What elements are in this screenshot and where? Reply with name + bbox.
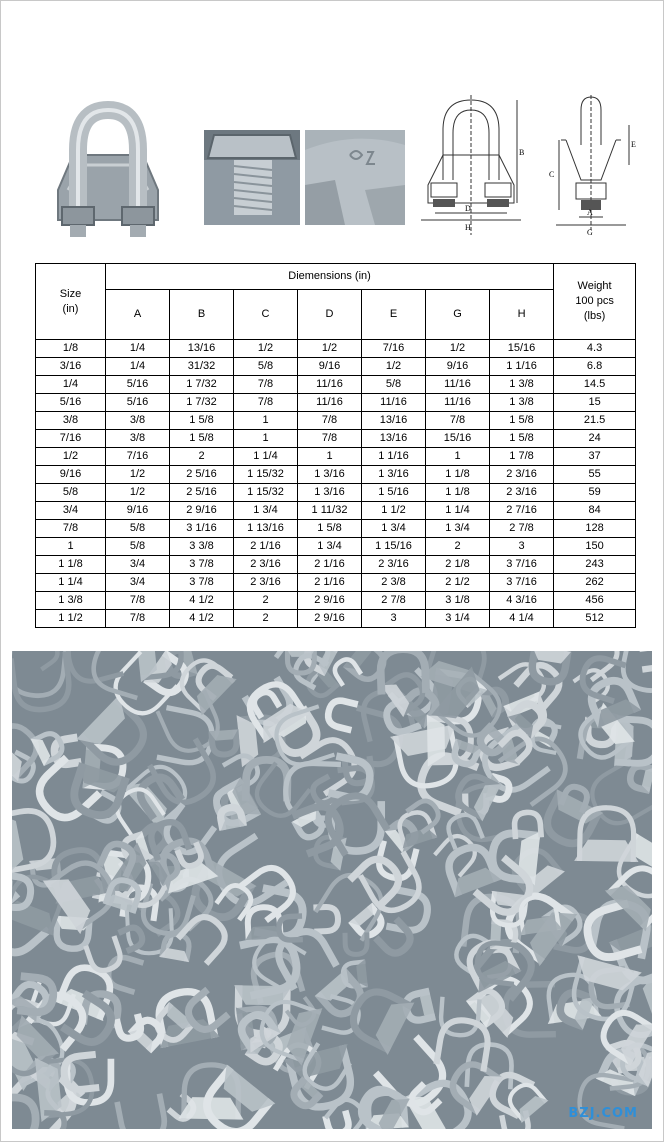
dim-label-h: H (465, 223, 471, 232)
table-cell: 3/8 (36, 412, 106, 430)
table-cell: 456 (554, 592, 636, 610)
table-row (36, 448, 636, 466)
table-cell: 3 7/8 (170, 574, 234, 592)
table-cell: 1/2 (234, 340, 298, 358)
side-view-drawing (541, 95, 641, 245)
table-cell: 262 (554, 574, 636, 592)
table-cell: 7/8 (234, 376, 298, 394)
table-cell: 13/16 (362, 412, 426, 430)
table-cell: 11/16 (362, 394, 426, 412)
table-cell: 7/16 (36, 430, 106, 448)
table-cell: 1 5/8 (170, 412, 234, 430)
table-cell: 1 3/16 (362, 466, 426, 484)
table-cell: 2 (234, 610, 298, 628)
table-cell: 1 3/4 (426, 520, 490, 538)
table-cell: 1 (36, 538, 106, 556)
table-cell: 1 (298, 448, 362, 466)
table-cell: 1 7/8 (490, 448, 554, 466)
table-cell: 7/8 (106, 610, 170, 628)
table-row (36, 484, 636, 502)
table-row (36, 430, 636, 448)
table-cell: 2 1/16 (234, 538, 298, 556)
dim-label-g: G (587, 228, 593, 237)
table-row (36, 358, 636, 376)
table-cell: 3 7/16 (490, 556, 554, 574)
nut-closeup-photo (204, 130, 300, 225)
table-row (36, 592, 636, 610)
bulk-clips-photo (12, 651, 652, 1129)
table-cell: 1 3/8 (490, 394, 554, 412)
table-cell: 1 (234, 412, 298, 430)
column-header-a: A (106, 290, 170, 340)
table-cell: 2 3/16 (234, 574, 298, 592)
table-cell: 3/8 (106, 412, 170, 430)
table-row (36, 538, 636, 556)
table-cell: 3 7/16 (490, 574, 554, 592)
table-cell: 2 (234, 592, 298, 610)
table-cell: 2 9/16 (298, 610, 362, 628)
table-cell: 3 1/16 (170, 520, 234, 538)
table-cell: 1 1/2 (36, 610, 106, 628)
table-cell: 11/16 (426, 394, 490, 412)
table-cell: 1 15/32 (234, 466, 298, 484)
table-cell: 2 5/16 (170, 484, 234, 502)
table-cell: 1 5/8 (298, 520, 362, 538)
table-cell: 1 15/16 (362, 538, 426, 556)
weight-header: Weight 100 pcs (lbs) (554, 264, 636, 340)
table-cell: 1 1/8 (36, 556, 106, 574)
table-cell: 1/2 (426, 340, 490, 358)
table-row (36, 376, 636, 394)
table-cell: 2 9/16 (298, 592, 362, 610)
column-header-b: B (170, 290, 234, 340)
column-header-g: G (426, 290, 490, 340)
table-cell: 9/16 (426, 358, 490, 376)
table-cell: 5/16 (36, 394, 106, 412)
table-cell: 37 (554, 448, 636, 466)
table-cell: 1 1/8 (426, 484, 490, 502)
table-cell: 2 3/16 (490, 466, 554, 484)
table-cell: 1/2 (106, 484, 170, 502)
table-cell: 128 (554, 520, 636, 538)
dim-label-e: E (631, 140, 636, 149)
table-cell: 1 1/16 (490, 358, 554, 376)
table-cell: 2 7/8 (490, 520, 554, 538)
table-cell: 1/2 (298, 340, 362, 358)
table-cell: 5/8 (362, 376, 426, 394)
table-cell: 7/8 (36, 520, 106, 538)
table-row (36, 394, 636, 412)
table-cell: 4.3 (554, 340, 636, 358)
table-cell: 6.8 (554, 358, 636, 376)
column-header-e: E (362, 290, 426, 340)
table-cell: 1 3/4 (362, 520, 426, 538)
table-cell: 1 (234, 430, 298, 448)
table-cell: 2 7/8 (362, 592, 426, 610)
table-cell: 2 1/2 (426, 574, 490, 592)
table-cell: 7/16 (362, 340, 426, 358)
table-cell: 1 5/8 (490, 412, 554, 430)
brand-watermark: BZJ.COM (568, 1106, 638, 1121)
table-cell: 2 9/16 (170, 502, 234, 520)
table-cell: 2 3/16 (234, 556, 298, 574)
table-cell: 2 1/16 (298, 574, 362, 592)
table-cell: 1 3/16 (298, 466, 362, 484)
table-cell: 1 5/8 (490, 430, 554, 448)
table-cell: 2 1/16 (298, 556, 362, 574)
table-cell: 1 3/16 (298, 484, 362, 502)
table-cell: 7/16 (106, 448, 170, 466)
table-cell: 3 1/8 (426, 592, 490, 610)
table-cell: 15 (554, 394, 636, 412)
table-cell: 2 7/16 (490, 502, 554, 520)
product-image-strip (18, 95, 646, 250)
stamped-marking-photo (305, 130, 405, 225)
table-cell: 3/4 (106, 574, 170, 592)
table-cell: 3/4 (36, 502, 106, 520)
dim-label-d: D (465, 204, 471, 213)
table-cell: 11/16 (298, 394, 362, 412)
table-cell: 21.5 (554, 412, 636, 430)
table-cell: 1 7/32 (170, 376, 234, 394)
table-cell: 2 (170, 448, 234, 466)
table-cell: 5/8 (36, 484, 106, 502)
table-cell: 14.5 (554, 376, 636, 394)
table-cell: 55 (554, 466, 636, 484)
table-cell: 512 (554, 610, 636, 628)
table-cell: 1 1/4 (426, 502, 490, 520)
table-cell: 4 1/2 (170, 592, 234, 610)
table-cell: 15/16 (426, 430, 490, 448)
wire-rope-clip-photo (18, 95, 198, 245)
table-cell: 5/16 (106, 376, 170, 394)
table-row (36, 556, 636, 574)
table-cell: 3 (490, 538, 554, 556)
table-cell: 3 (362, 610, 426, 628)
table-cell: 7/8 (298, 412, 362, 430)
table-cell: 1 (426, 448, 490, 466)
table-cell: 2 3/16 (490, 484, 554, 502)
table-cell: 1 13/16 (234, 520, 298, 538)
table-row (36, 520, 636, 538)
table-cell: 9/16 (298, 358, 362, 376)
table-cell: 7/8 (298, 430, 362, 448)
table-cell: 3 7/8 (170, 556, 234, 574)
dimensions-header: Diemensions (in) (106, 264, 554, 290)
table-row (36, 466, 636, 484)
table-cell: 1 5/8 (170, 430, 234, 448)
table-cell: 24 (554, 430, 636, 448)
table-cell: 1/2 (362, 358, 426, 376)
table-cell: 5/16 (106, 394, 170, 412)
table-cell: 3 1/4 (426, 610, 490, 628)
table-cell: 1/8 (36, 340, 106, 358)
dim-label-a: A (587, 208, 593, 217)
table-cell: 15/16 (490, 340, 554, 358)
table-cell: 11/16 (426, 376, 490, 394)
column-header-d: D (298, 290, 362, 340)
table-cell: 3/8 (106, 430, 170, 448)
table-cell: 5/8 (106, 538, 170, 556)
table-row (36, 574, 636, 592)
table-cell: 1 15/32 (234, 484, 298, 502)
table-cell: 1 1/4 (36, 574, 106, 592)
table-cell: 2 1/8 (426, 556, 490, 574)
table-cell: 1 3/8 (36, 592, 106, 610)
table-cell: 1 3/4 (234, 502, 298, 520)
table-cell: 1 11/32 (298, 502, 362, 520)
table-cell: 1/4 (106, 340, 170, 358)
table-cell: 13/16 (362, 430, 426, 448)
table-cell: 150 (554, 538, 636, 556)
table-cell: 1 5/16 (362, 484, 426, 502)
table-cell: 1 1/2 (362, 502, 426, 520)
table-cell: 4 1/2 (170, 610, 234, 628)
table-cell: 1/4 (36, 376, 106, 394)
table-cell: 5/8 (234, 358, 298, 376)
table-cell: 2 3/16 (362, 556, 426, 574)
dimensions-table (35, 263, 636, 628)
table-cell: 7/8 (234, 394, 298, 412)
front-view-drawing (413, 95, 531, 245)
dim-label-b: B (519, 148, 525, 157)
table-cell: 13/16 (170, 340, 234, 358)
table-cell: 1 7/32 (170, 394, 234, 412)
table-cell: 5/8 (106, 520, 170, 538)
table-cell: 9/16 (106, 502, 170, 520)
table-cell: 31/32 (170, 358, 234, 376)
dimension-letter-row (36, 290, 636, 340)
dim-label-c: C (549, 170, 555, 179)
table-cell: 84 (554, 502, 636, 520)
table-cell: 243 (554, 556, 636, 574)
table-cell: 1/4 (106, 358, 170, 376)
table-cell: 1 3/8 (490, 376, 554, 394)
table-cell: 1/2 (36, 448, 106, 466)
table-cell: 9/16 (36, 466, 106, 484)
table-cell: 11/16 (298, 376, 362, 394)
table-cell: 3/4 (106, 556, 170, 574)
column-header-h: H (490, 290, 554, 340)
table-cell: 59 (554, 484, 636, 502)
table-cell: 4 3/16 (490, 592, 554, 610)
table-cell: 2 5/16 (170, 466, 234, 484)
table-cell: 4 1/4 (490, 610, 554, 628)
size-header: Size (in) (36, 264, 106, 340)
table-cell: 7/8 (106, 592, 170, 610)
table-cell: 3/16 (36, 358, 106, 376)
table-row (36, 340, 636, 358)
table-cell: 1 1/4 (234, 448, 298, 466)
table-cell: 3 3/8 (170, 538, 234, 556)
table-row (36, 412, 636, 430)
table-body (36, 340, 636, 628)
table-cell: 1 1/8 (426, 466, 490, 484)
table-cell: 7/8 (426, 412, 490, 430)
table-cell: 1 1/16 (362, 448, 426, 466)
table-row (36, 502, 636, 520)
column-header-c: C (234, 290, 298, 340)
table-cell: 2 (426, 538, 490, 556)
table-row (36, 610, 636, 628)
table-cell: 1 3/4 (298, 538, 362, 556)
table-cell: 1/2 (106, 466, 170, 484)
table-cell: 2 3/8 (362, 574, 426, 592)
